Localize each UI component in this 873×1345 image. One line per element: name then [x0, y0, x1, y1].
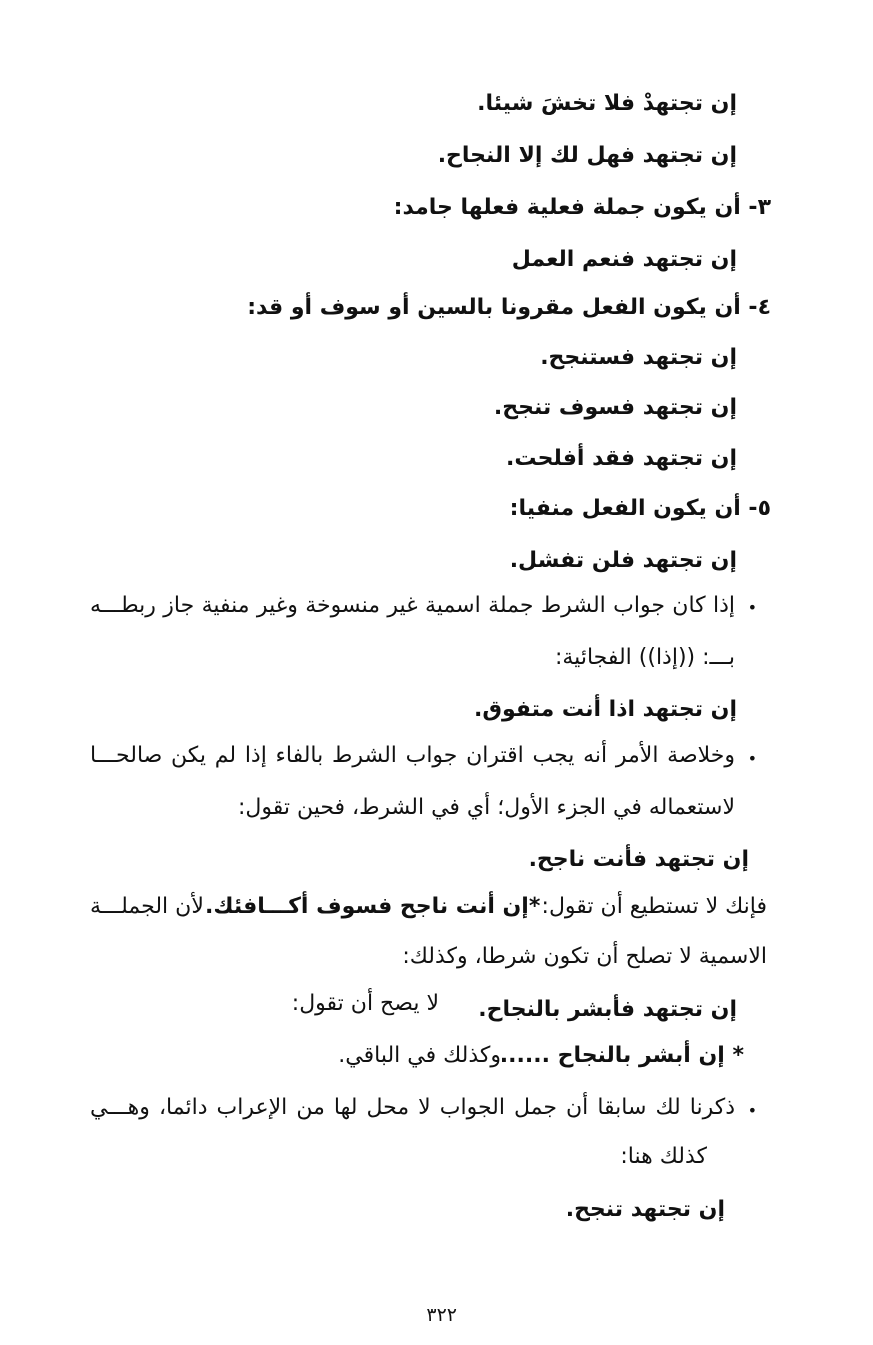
example-line: إن تجتهد فأنت ناجح.: [528, 847, 749, 872]
example-line: إن تجتهد فنعم العمل: [511, 247, 737, 272]
paragraph-line: وخلاصة الأمر أنه يجب اقتران جواب الشرط بالفاء إذا لم يكن صالحـــا: [90, 743, 735, 768]
numbered-rule: ٤- أن يكون الفعل مقرونا بالسين أو سوف أو قد:: [247, 295, 771, 320]
paragraph-text: وكذلك في الباقي.: [338, 1043, 501, 1068]
example-line: إن تجتهد فأبشر بالنجاح.: [478, 997, 737, 1022]
paragraph-line: إذا كان جواب الشرط جملة اسمية غير منسوخة وغير منفية جاز ربطـــه: [90, 593, 735, 618]
example-line: إن تجتهد فلن تفشل.: [509, 548, 737, 573]
example-line: إن تجتهدْ فلا تخشَ شيئا.: [477, 91, 737, 116]
example-line: إن تجتهد اذا أنت متفوق.: [473, 697, 737, 722]
example-line: إن تجتهد فستنجح.: [540, 345, 737, 370]
paragraph-line: لاستعماله في الجزء الأول؛ أي في الشرط، فحين تقول:: [237, 795, 735, 820]
bullet-icon: •: [747, 1101, 757, 1120]
paragraph-line: الاسمية لا تصلح أن تكون شرطا، وكذلك:: [402, 944, 767, 969]
paragraph-text: لأن الجملـــة: [90, 894, 204, 919]
paragraph-text: لا يصح أن تقول:: [291, 991, 439, 1016]
bullet-icon: •: [747, 598, 757, 617]
paragraph-line: ذكرنا لك سابقا أن جمل الجواب لا محل لها من الإعراب دائما، وهـــي: [90, 1095, 735, 1120]
paragraph-text: فإنك لا تستطيع أن تقول:: [541, 894, 767, 919]
starred-incorrect-example: *إن أنت ناجح فسوف أكـــافئك.: [205, 894, 541, 919]
example-line: إن تجتهد فسوف تنجح.: [493, 395, 737, 420]
paragraph-line: بـــ: ((إذا)) الفجائية:: [554, 645, 735, 670]
example-line: إن تجتهد فهل لك إلا النجاح.: [437, 143, 737, 168]
starred-incorrect-example: * إن أبشر بالنجاح ......: [499, 1043, 744, 1068]
page-number: ٣٢٢: [426, 1304, 457, 1326]
bullet-icon: •: [747, 749, 757, 768]
numbered-rule: ٣- أن يكون جملة فعلية فعلها جامد:: [393, 195, 771, 220]
numbered-rule: ٥- أن يكون الفعل منفيا:: [509, 496, 771, 521]
example-line: إن تجتهد تنجح.: [565, 1197, 725, 1222]
paragraph-line: [90, 892, 767, 922]
paragraph-line: كذلك هنا:: [620, 1144, 707, 1169]
example-line: إن تجتهد فقد أفلحت.: [506, 446, 737, 471]
